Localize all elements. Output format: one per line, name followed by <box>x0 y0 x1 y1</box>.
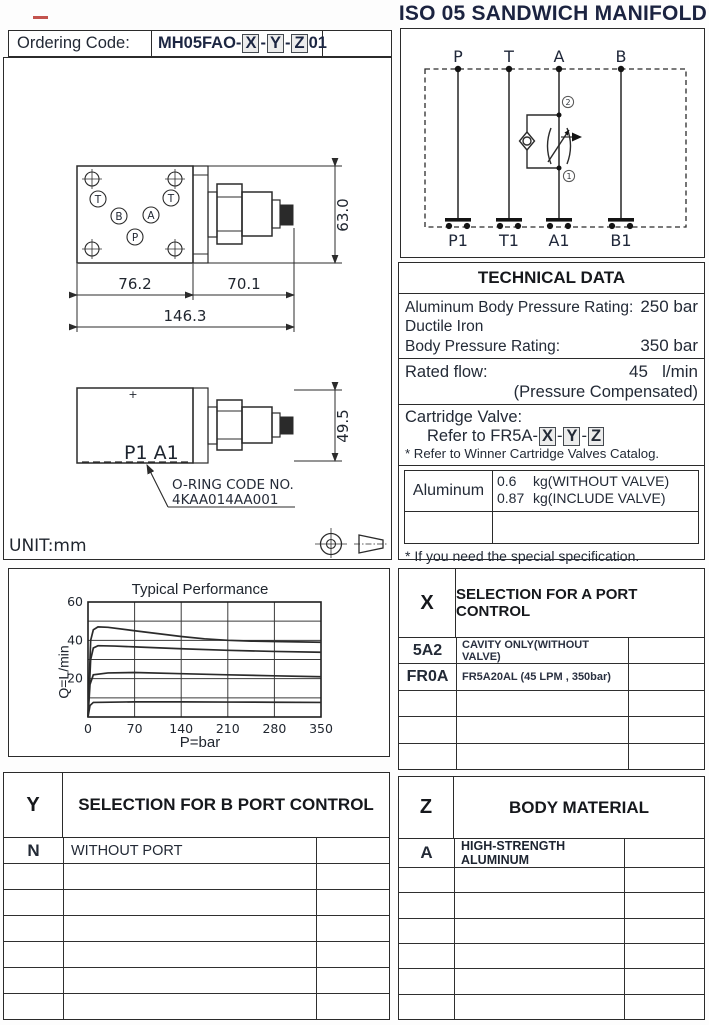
cartridge-ref-prefix: Refer to FR5A- <box>427 426 538 445</box>
schematic-port-t: T <box>504 47 514 66</box>
alu-rating-value: 250 bar <box>640 297 698 316</box>
cell-desc <box>63 890 316 915</box>
cell-extra <box>628 664 704 689</box>
cell-desc: WITHOUT PORT <box>63 838 316 863</box>
selection-y-rows <box>4 838 389 1019</box>
cell-code <box>399 919 454 943</box>
cartridge-label: Cartridge Valve: <box>405 407 523 426</box>
cell-desc <box>454 995 624 1019</box>
ductile-label-line1: Ductile Iron <box>405 317 484 335</box>
x-tick-label: 280 <box>262 721 287 736</box>
cell-code: N <box>27 840 40 860</box>
cell-extra <box>624 995 704 1019</box>
cartridge-z-box: Z <box>588 427 604 446</box>
x-tick-label: 350 <box>309 721 333 736</box>
weight-include-valve-text: kg(INCLUDE VALVE) <box>533 490 666 507</box>
cell-extra <box>316 968 389 993</box>
cell-desc <box>63 864 316 889</box>
weight-table <box>404 470 699 544</box>
node-2-label: 2 <box>565 98 571 108</box>
ordering-code-row <box>8 30 392 57</box>
cell-extra <box>628 691 704 716</box>
schematic-port-a: A <box>553 47 565 66</box>
cell-code <box>399 944 454 968</box>
curve-setting-37-lpm <box>88 646 321 717</box>
cartridge-sep: - <box>556 426 563 445</box>
table-row <box>4 993 389 1019</box>
technical-data-header: TECHNICAL DATA <box>399 263 704 294</box>
y-tick-label: 20 <box>67 670 83 686</box>
cell-desc: CAVITY ONLY(WITHOUT VALVE) <box>456 638 628 663</box>
schematic-port-p: P <box>453 47 463 66</box>
table-row <box>4 863 389 889</box>
red-scan-mark <box>33 16 48 19</box>
schematic-port-b: B <box>615 47 627 66</box>
cell-extra <box>316 942 389 967</box>
port-label-a: A <box>147 210 155 222</box>
technical-data-panel <box>398 262 705 564</box>
schematic-port-a1: A1 <box>548 231 570 250</box>
table-row <box>399 943 704 968</box>
table-row <box>399 743 704 769</box>
cell-desc <box>454 893 624 917</box>
selection-x-title: SELECTION FOR A PORT CONTROL <box>456 586 638 620</box>
curve-setting-8-lpm <box>88 702 321 717</box>
weight-include-valve-num: 0.87 <box>497 490 525 507</box>
x-tick-label: 210 <box>215 721 240 736</box>
table-row <box>4 967 389 993</box>
selection-y-title: SELECTION FOR B PORT CONTROL <box>78 795 374 814</box>
cell-code <box>399 995 454 1019</box>
code-y-box: Y <box>267 34 284 53</box>
weight-row-aluminum <box>405 471 698 511</box>
projection-symbol-icon <box>315 528 388 558</box>
table-row <box>399 968 704 993</box>
cartridge-catalog-note: * Refer to Winner Cartridge Valves Catalog. <box>405 446 660 462</box>
selection-y-table <box>3 772 390 1020</box>
special-spec-line1: * If you need the special specification. <box>405 547 640 564</box>
dim-63-0: 63.0 <box>334 198 352 232</box>
cell-code <box>399 691 456 716</box>
selection-z-rows <box>399 839 704 1019</box>
cell-extra <box>624 868 704 892</box>
cell-code <box>399 893 454 917</box>
table-row <box>4 941 389 967</box>
y-tick-label: 60 <box>67 594 83 609</box>
x-tick-label: 70 <box>126 721 143 736</box>
table-row <box>399 690 704 716</box>
port-label-t-right: T <box>167 193 175 205</box>
weight-row-empty <box>405 511 698 543</box>
selection-z-table <box>398 776 705 1020</box>
cell-code <box>4 864 63 889</box>
oring-note-line2: 4KAA014AA001 <box>172 492 279 508</box>
cell-code: 5A2 <box>412 641 443 659</box>
chart-title: Typical Performance <box>131 581 269 598</box>
port-label-b: B <box>115 211 123 223</box>
selection-x-header <box>399 569 704 638</box>
oring-note-line1: O-RING CODE NO. <box>172 477 294 493</box>
cartridge-sep: - <box>581 426 587 445</box>
selection-x-code: X <box>399 569 456 637</box>
cell-code: FR0A <box>406 668 449 686</box>
cell-desc: FR5A20AL (45 LPM , 350bar) <box>456 664 628 689</box>
weight-material-cell: Aluminum <box>405 471 493 511</box>
cartridge-ref <box>405 427 698 446</box>
code-z-box: Z <box>291 34 307 53</box>
cell-extra <box>624 893 704 917</box>
cell-desc <box>63 994 316 1019</box>
cartridge-valve-section <box>399 405 704 466</box>
cartridge-y-box: Y <box>563 427 580 446</box>
cell-code: A <box>420 843 433 862</box>
cell-desc <box>63 916 316 941</box>
rated-flow-unit: l/min <box>662 362 698 382</box>
table-row <box>399 716 704 742</box>
page-title: ISO 05 SANDWICH MANIFOLD <box>398 2 707 25</box>
table-row <box>399 867 704 892</box>
cell-desc <box>454 944 624 968</box>
cell-desc <box>454 919 624 943</box>
rated-flow-value: 45 <box>629 362 648 382</box>
dim-49-5: 49.5 <box>334 409 352 443</box>
selection-z-title: BODY MATERIAL <box>508 797 650 817</box>
code-x-box: X <box>242 34 259 53</box>
cell-code <box>399 744 456 769</box>
table-row <box>399 994 704 1019</box>
chart-x-axis-label: P=bar <box>179 734 221 751</box>
curve-setting-23-lpm <box>88 673 321 717</box>
cell-extra <box>316 916 389 941</box>
ordering-code-value <box>151 31 327 56</box>
selection-y-code: Y <box>4 773 63 837</box>
x-tick-label: 0 <box>84 721 92 736</box>
cartridge-x-box: X <box>539 427 556 446</box>
selection-z-header <box>399 777 704 839</box>
schematic-port-t1: T1 <box>499 231 519 250</box>
table-row <box>4 838 389 863</box>
selection-x-table <box>398 568 705 770</box>
rated-flow-note: (Pressure Compensated) <box>513 382 698 401</box>
hydraulic-schematic-panel <box>400 28 705 258</box>
cell-extra <box>628 717 704 742</box>
cell-extra <box>316 994 389 1019</box>
table-row <box>399 892 704 917</box>
cell-desc <box>456 717 628 742</box>
table-row <box>399 638 704 663</box>
cell-code <box>4 942 63 967</box>
cell-extra <box>624 839 704 867</box>
cell-desc <box>454 868 624 892</box>
selection-x-rows <box>399 638 704 769</box>
dim-146-3: 146.3 <box>163 307 207 325</box>
selection-z-code: Z <box>399 777 454 838</box>
x-tick-label: 140 <box>169 721 194 736</box>
dim-76-2: 76.2 <box>118 275 152 293</box>
port-label-t-left: T <box>94 194 102 206</box>
plus-mark: + <box>128 388 138 401</box>
port-label-p: P <box>131 232 139 244</box>
node-1-label: 1 <box>566 172 572 182</box>
hydraulic-schematic-svg <box>401 29 703 256</box>
cell-code <box>4 916 63 941</box>
cell-extra <box>624 944 704 968</box>
dim-70-1: 70.1 <box>227 275 261 293</box>
cell-desc: HIGH-STRENGTH ALUMINUM <box>454 839 624 867</box>
ductile-label-line2: Body Pressure Rating: <box>405 337 561 355</box>
rated-flow-section <box>399 359 704 405</box>
rated-flow-label: Rated flow: <box>405 363 488 382</box>
table-row <box>399 839 704 867</box>
weight-without-valve-text: kg(WITHOUT VALVE) <box>533 472 670 489</box>
cell-code <box>399 969 454 993</box>
cell-extra <box>628 744 704 769</box>
selection-y-header <box>4 773 389 838</box>
table-row <box>4 915 389 941</box>
cell-extra <box>316 838 389 863</box>
ductile-rating-value: 350 bar <box>640 335 698 355</box>
cell-extra <box>316 890 389 915</box>
cell-desc <box>454 969 624 993</box>
ordering-code-label: Ordering Code: <box>17 34 130 52</box>
code-prefix: MH05FAO- <box>158 34 242 52</box>
schematic-port-b1: B1 <box>610 231 632 250</box>
performance-chart-panel <box>8 568 390 757</box>
cell-code <box>4 890 63 915</box>
chart-y-axis-label: Q=L/min <box>55 645 72 699</box>
weight-values-cell <box>493 471 698 511</box>
y-tick-label: 40 <box>67 632 83 648</box>
cell-code <box>4 994 63 1019</box>
cell-extra <box>624 919 704 943</box>
cell-desc <box>63 942 316 967</box>
cell-code <box>399 868 454 892</box>
alu-rating-label: Aluminum Body Pressure Rating: <box>405 299 634 316</box>
cell-extra <box>316 864 389 889</box>
weight-without-valve-num: 0.6 <box>497 472 517 489</box>
code-suffix: 01 <box>308 34 327 52</box>
cell-code <box>399 717 456 742</box>
cell-desc <box>456 691 628 716</box>
cell-desc <box>456 744 628 769</box>
cell-extra <box>628 638 704 663</box>
table-row <box>399 663 704 689</box>
code-sep: - <box>284 34 291 52</box>
schematic-port-p1: P1 <box>448 231 468 250</box>
cell-extra <box>624 969 704 993</box>
dimension-drawing-svg <box>4 58 390 558</box>
table-row <box>4 889 389 915</box>
side-port-labels: P1 A1 <box>124 442 179 464</box>
table-row <box>399 918 704 943</box>
code-sep: - <box>260 34 266 52</box>
pressure-rating-section <box>399 294 704 359</box>
cell-desc <box>63 968 316 993</box>
dimension-drawing-panel <box>3 57 392 560</box>
unit-label: UNIT:mm <box>9 536 87 556</box>
cell-code <box>4 968 63 993</box>
